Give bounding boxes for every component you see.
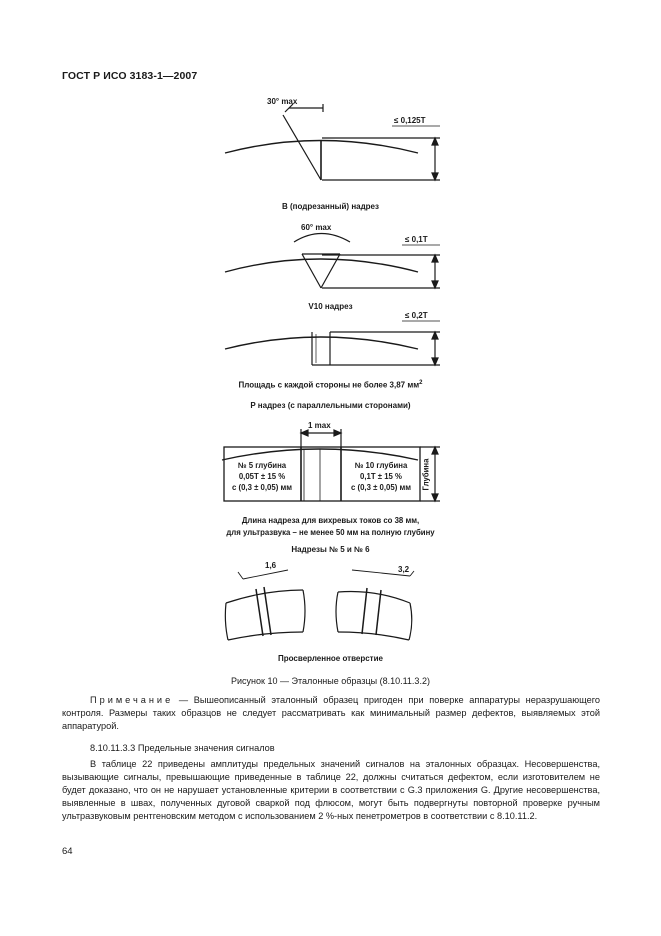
hole-left-dim-label: 1,6 <box>265 561 277 570</box>
b-notch-angle-label: 30° max <box>267 97 298 106</box>
p-notch-depth-label: ≤ 0,2T <box>405 311 428 320</box>
v-notch-depth-label: ≤ 0,1T <box>405 235 428 244</box>
n-notch-length-note-2: для ультразвука – не менее 50 мм на полную глубину <box>226 528 435 537</box>
b-notch-depth-label: ≤ 0,125T <box>394 116 426 125</box>
b-notch-caption: B (подрезанный) надрез <box>282 202 379 211</box>
n-notch-length-note-1: Длина надреза для вихревых токов со 38 мм, <box>241 516 420 525</box>
hole-right-dim-label: 3,2 <box>398 565 410 574</box>
figure-note <box>62 694 600 733</box>
p-notch-area-caption: Площадь с каждой стороны не более 3,87 $мм^2$ <box>238 380 423 390</box>
p-notch-drawing <box>225 321 440 365</box>
notch-5-depth-text: № 5 глубина 0,05T ± 15 % с (0,3 ± 0,05) мм <box>231 461 293 492</box>
figure-title: Рисунок 10 — Эталонные образцы (8.10.11.3.2) <box>231 676 430 686</box>
note-text: — Вышеописанный эталонный образец пригоден при поверке аппаратуры неразрушающего контроля. Размеры таких образцов не следует рассматривать как минимальный размер дефектов, выявляемых этой аппаратурой. <box>62 695 600 732</box>
note-prefix: Примечание <box>90 695 174 705</box>
p-notch-caption: P надрез (с параллельными сторонами) <box>250 401 411 410</box>
n-notch-caption: Надрезы № 5 и № 6 <box>291 545 370 554</box>
section-heading: 8.10.11.3.3 Предельные значения сигналов <box>90 743 275 753</box>
drilled-hole-right-drawing <box>336 570 414 640</box>
document-header: ГОСТ Р ИСО 3183-1—2007 <box>62 70 198 82</box>
page-number: 64 <box>62 846 73 857</box>
depth-side-label: Глубина <box>421 458 431 491</box>
notch-10-depth-text: № 10 глубина 0,1T ± 15 % с (0,3 ± 0,05) мм <box>350 461 412 492</box>
v-notch-caption: V10 надрез <box>308 302 353 311</box>
drilled-hole-left-drawing <box>225 570 305 640</box>
drilled-hole-caption: Просверленное отверстие <box>278 654 383 663</box>
v-notch-angle-label: 60° max <box>301 223 332 232</box>
body-paragraph: В таблице 22 приведены амплитуды предельных значений сигналов на эталонных образцах. Несовершенства, вызывающие сигналы, превышающие приведенные в таблице 22, должны считаться дефектом, если изготовителем не будет доказано, что он не нарушает установленные критерии в соответствии с G.3 приложения G. Другие несовершенства, выявленные в швах, полученных дуговой сваркой под флюсом, могут быть подвергнуты повторной проверке ручным ультразвуковым рентгеновским методом с использованием 2 %-ных пенетрометров в соответствии с 8.10.11.2. <box>62 759 600 822</box>
n-notch-width-label: 1 max <box>308 421 331 430</box>
